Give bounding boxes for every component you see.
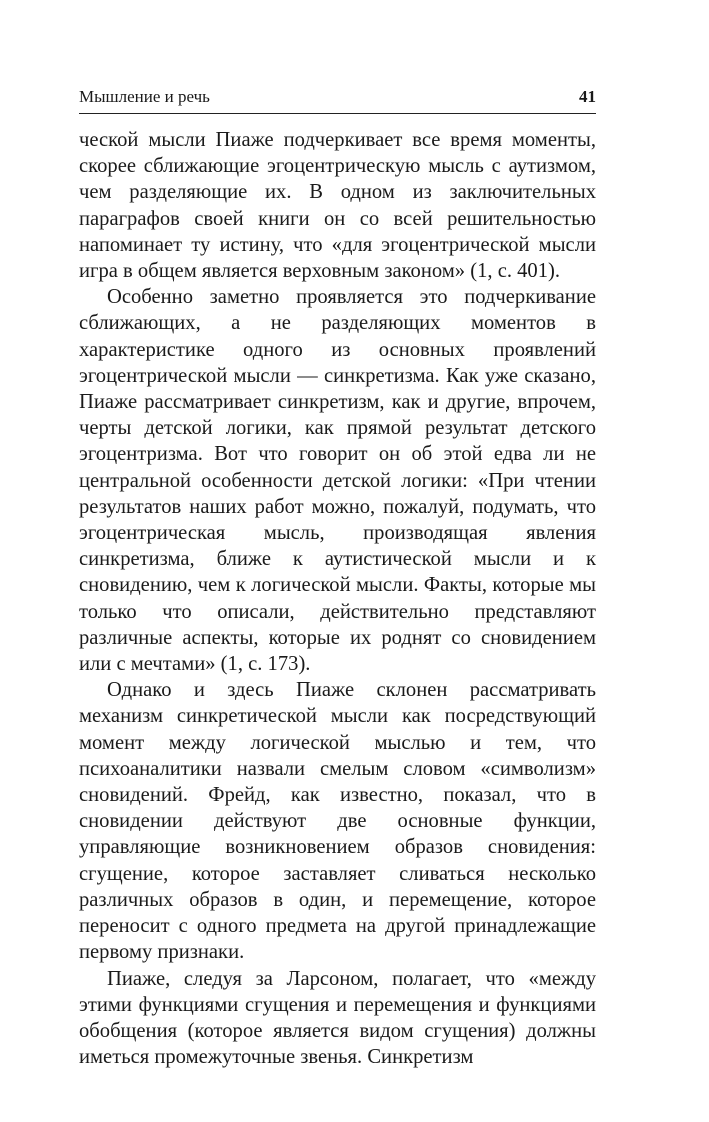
body-text: [79, 127, 596, 1070]
running-title: Мышление и речь: [79, 87, 210, 106]
paragraph: Особенно заметно проявляется это подчеркивание сближающих, а не разделяющих моментов в характеристике одного из основных проявлений эгоцентрической мысли — синкретизма. Как уже сказано, Пиаже рассматривает синкретизм, как и другие, впрочем, черты детской логики, как прямой результат детского эгоцентризма. Вот что говорит он об этой едва ли не центральной особенности детской логики: «При чтении результатов наших работ можно, пожалуй, подумать, что эгоцентрическая мысль, производящая явления синкретизма, ближе к аутистической мысли и к сновидению, чем к логической мысли. Факты, которые мы только что описали, действительно представляют различные аспекты, которые их роднят со сновидением или с мечтами» (1, с. 173).: [79, 286, 596, 676]
page-number: 41: [579, 87, 596, 106]
paragraph-continued: ческой мысли Пиаже подчеркивает все время моменты, скорее сближающие эгоцентрическую мысль с аутизмом, чем разделяющие их. В одном из заключительных параграфов своей книги он со всей решительностью напоминает ту истину, что «для эгоцентрической мысли игра в общем является верховным законом» (1, с. 401).: [79, 129, 596, 283]
header-divider: [79, 113, 596, 114]
paragraph: Пиаже, следуя за Ларсоном, полагает, что «между этими функциями сгущения и перемещения и функциями обобщения (которое является видом сгущения) должны иметься промежуточные звенья. Синкретизм: [79, 967, 596, 1069]
running-header: [79, 87, 596, 109]
paragraph: Однако и здесь Пиаже склонен рассматривать механизм синкретической мысли как посредствующий момент между логической мыслью и тем, что психоаналитики назвали смелым словом «символизм» сновидений. Фрейд, как известно, показал, что в сновидении действуют две основные функции, управляющие возникновением образов сновидения: сгущение, которое заставляет сливаться несколько различных образов в один, и перемещение, которое переносит с одного предмета на другой принадлежащие первому признаки.: [79, 679, 596, 964]
